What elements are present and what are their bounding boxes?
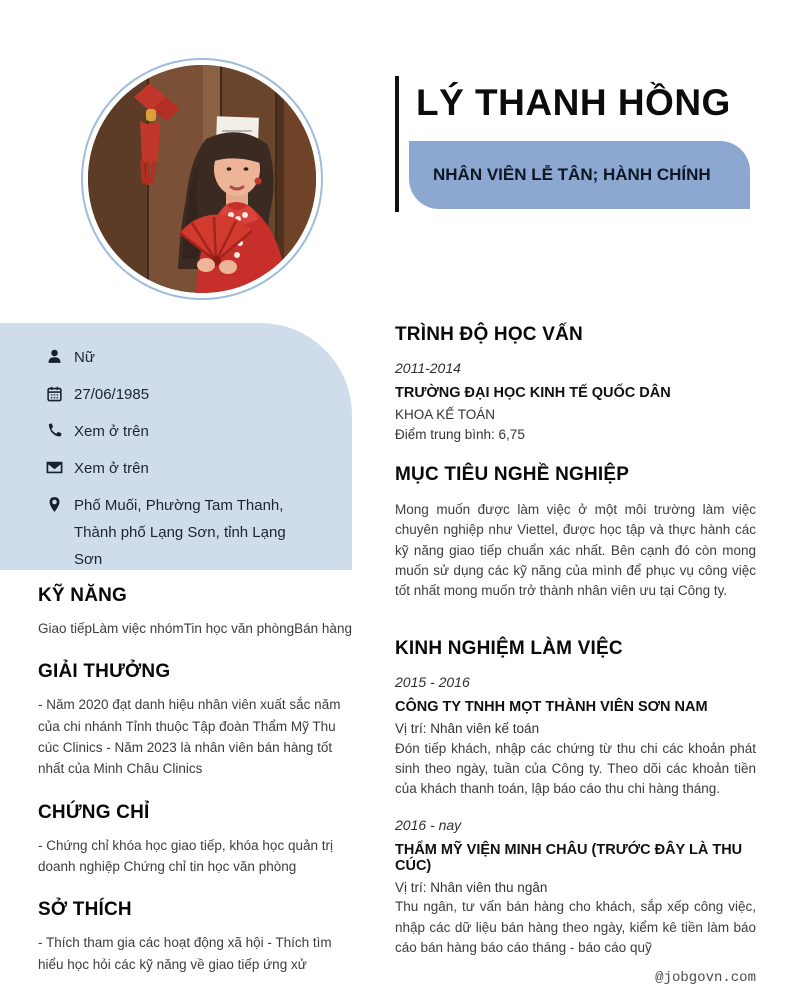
section-certificates-title: CHỨNG CHỈ [38, 801, 150, 823]
envelope-icon [46, 459, 63, 476]
education-period: 2011-2014 [395, 360, 461, 376]
section-hobbies-title: SỞ THÍCH [38, 899, 132, 921]
location-icon [46, 496, 63, 513]
section-certificates-body: - Chứng chỉ khóa học giao tiếp, khóa học quản trị doanh nghiệp Chứng chỉ tin học văn phòng [38, 837, 333, 874]
objective-text: Mong muốn được làm việc ở một môi trường làm việc chuyên nghiệp như Viettel, được học tập và thực hành các kỹ năng giao tiếp chuẩn xác nhất. Bên cạnh đó còn mong muốn sử dụng các kỹ năng của mình để phục vụ công việc tốt nhất mong muốn trở thành nhân viên ưu tại Công ty. [395, 502, 756, 599]
section-skills-title: KỸ NĂNG [38, 585, 128, 606]
right-column [395, 324, 756, 975]
calendar-icon [46, 385, 63, 402]
section-awards-body: - Năm 2020 đạt danh hiệu nhân viên xuất sắc năm của chi nhánh Tỉnh thuộc Tập đoàn Thẩm Mỹ Thu cúc Clinics - Năm 2023 là nhân viên bán hàng tốt nhất của Minh Châu Clinics [38, 697, 341, 777]
profile-photo-illustration [88, 65, 316, 293]
job2-position: Vị trí: Nhân viên thu ngân [395, 879, 548, 895]
contact-address [46, 495, 314, 573]
job1-description: Đón tiếp khách, nhập các chứng từ thu chi các khoản phát sinh theo ngày, tuần của Công ty. Theo dõi các khoản tiền của khách thanh toán, lập báo cáo thu chi hàng tháng. [395, 740, 756, 797]
contact-gender [46, 347, 314, 371]
job1-period: 2015 - 2016 [395, 674, 470, 691]
contact-birthday [46, 384, 314, 408]
person-icon [46, 348, 63, 365]
section-experience-title: KINH NGHIỆM LÀM VIỆC [395, 638, 623, 660]
education-school: TRƯỜNG ĐẠI HỌC KINH TẾ QUỐC DÂN [395, 385, 671, 401]
contact-email [46, 458, 314, 482]
section-hobbies [38, 899, 358, 975]
job2-description: Thu ngân, tư vấn bán hàng cho khách, sắp xếp công việc, nhập các dữ liệu bán hàng theo ngày, kiểm kê tiền làm báo cáo bán hàng báo cáo tháng - báo cáo quỹ [395, 899, 756, 955]
section-awards-title: GIẢI THƯỞNG [38, 661, 171, 683]
section-awards [38, 661, 358, 779]
job-title-box [409, 141, 750, 209]
job2-period: 2016 - nay [395, 816, 462, 833]
contact-phone [46, 421, 314, 445]
section-hobbies-body: - Thích tham gia các hoạt động xã hội - Thích tìm hiểu học hỏi các kỹ năng về giao tiếp ứng xử [38, 935, 332, 972]
contact-email-text: Xem ở trên [74, 460, 149, 477]
job-entry-2 [395, 817, 756, 958]
section-objective [395, 464, 756, 601]
education-gpa: Điểm trung bình: 6,75 [395, 426, 525, 442]
contact-phone-text: Xem ở trên [74, 423, 149, 440]
header-accent-bar [395, 76, 399, 212]
job-entry-1 [395, 674, 756, 799]
section-skills [38, 585, 358, 639]
watermark: @jobgovn.com [655, 970, 756, 986]
section-certificates [38, 802, 358, 878]
job1-position: Vị trí: Nhân viên kế toán [395, 721, 540, 737]
left-column [38, 585, 358, 997]
candidate-name: LÝ THANH HỒNG [416, 82, 731, 123]
education-faculty: KHOA KẾ TOÁN [395, 407, 496, 422]
phone-icon [46, 422, 63, 439]
section-experience [395, 638, 756, 958]
contact-info-box [0, 323, 352, 570]
profile-photo [88, 65, 316, 293]
job-title: NHÂN VIÊN LỄ TÂN; HÀNH CHÍNH [433, 164, 711, 184]
section-objective-title: MỤC TIÊU NGHỀ NGHIỆP [395, 464, 630, 486]
section-skills-body: Giao tiếpLàm việc nhómTin học văn phòngBán hàng [38, 621, 352, 636]
job2-company: THẨM MỸ VIỆN MINH CHÂU (TRƯỚC ĐÂY LÀ THU CÚC) [395, 841, 743, 874]
section-education-title: TRÌNH ĐỘ HỌC VẤN [395, 324, 583, 345]
job1-company: CÔNG TY TNHH MỌT THÀNH VIÊN SƠN NAM [395, 699, 708, 716]
section-education [395, 324, 756, 444]
contact-birthday-text: 27/06/1985 [74, 386, 150, 403]
contact-address-text: Phố Muối, Phường Tam Thanh, Thành phố Lạng Sơn, tỉnh Lạng Sơn [74, 497, 286, 568]
profile-photo-ring [81, 58, 323, 300]
contact-gender-text: Nữ [74, 349, 95, 366]
